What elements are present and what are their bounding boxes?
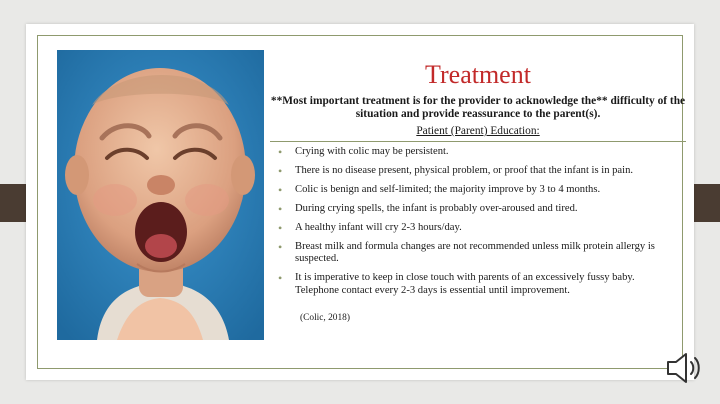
bullet-icon: •: [278, 183, 283, 197]
bullet-text: Crying with colic may be persistent.: [295, 146, 449, 157]
education-bullet-list: [278, 146, 662, 304]
slide-title: Treatment: [425, 60, 531, 89]
crying-baby-photo: [57, 50, 264, 340]
citation: (Colic, 2018): [300, 313, 350, 323]
bullet-text: It is imperative to keep in close touch with parents of an excessively fussy baby. Telephone contact every 2-3 days is essential until improvement.: [295, 272, 635, 296]
list-item: [278, 222, 662, 234]
list-item: [278, 184, 662, 196]
bullet-icon: •: [278, 145, 283, 159]
bullet-text: Breast milk and formula changes are not recommended unless milk protein allergy is suspected.: [295, 241, 655, 265]
list-item: [278, 146, 662, 158]
bullet-icon: •: [278, 202, 283, 216]
bullet-text: Colic is benign and self-limited; the majority improve by 3 to 4 months.: [295, 184, 601, 195]
bullet-text: There is no disease present, physical problem, or proof that the infant is in pain.: [295, 165, 634, 176]
list-item: [278, 272, 662, 297]
section-divider: [270, 141, 686, 142]
speaker-icon[interactable]: [664, 350, 704, 386]
bullet-text: During crying spells, the infant is probably over-aroused and tired.: [295, 203, 578, 214]
bullet-icon: •: [278, 221, 283, 235]
key-treatment-note: **Most important treatment is for the provider to acknowledge the** difficulty of the situation and provide reassurance to the parent(s).: [270, 95, 686, 120]
list-item: [278, 241, 662, 266]
list-item: [278, 165, 662, 177]
bullet-icon: •: [278, 164, 283, 178]
section-heading: [270, 125, 686, 137]
bullet-icon: •: [278, 271, 283, 286]
bullet-text: A healthy infant will cry 2-3 hours/day.: [295, 222, 462, 233]
list-item: [278, 203, 662, 215]
section-heading-text: Patient (Parent) Education:: [416, 125, 540, 137]
bullet-icon: •: [278, 240, 283, 254]
